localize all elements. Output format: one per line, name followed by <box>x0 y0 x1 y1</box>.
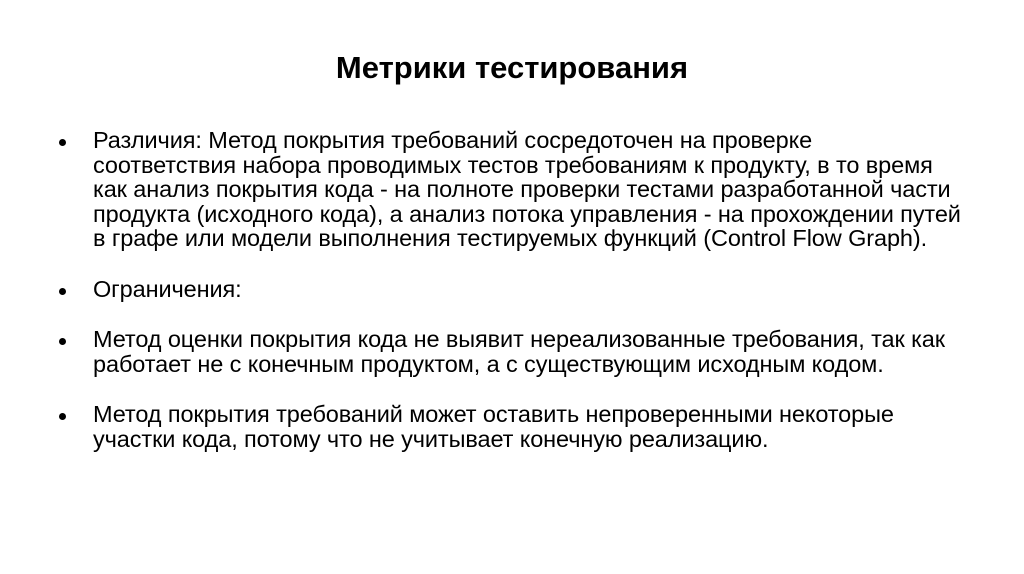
bullet-dot-icon <box>59 338 66 345</box>
bullet-limitations <box>56 277 961 302</box>
bullet-differences <box>56 128 961 251</box>
bullet-dot-icon <box>59 139 66 146</box>
bullet-text: Ограничения: <box>93 275 242 302</box>
bullet-code-coverage-limit <box>56 327 961 376</box>
slide-title: Метрики тестирования <box>335 50 689 85</box>
bullet-text: Метод оценки покрытия кода не выявит нереализованные требования, так как работает не с конечным продуктом, а с существующим исходным кодом. <box>93 326 945 377</box>
bullet-text: Метод покрытия требований может оставить непроверенными некоторые участки кода, потому что не учитывает конечную реализацию. <box>93 401 894 452</box>
bullet-list <box>56 128 961 451</box>
bullet-dot-icon <box>59 413 66 420</box>
bullet-requirements-coverage-limit <box>56 402 961 451</box>
bullet-text: Различия: Метод покрытия требований сосредоточен на проверке соответствия набора проводимых тестов требованиям к продукту, в то время как анализ покрытия кода - на полноте проверки тестами разработанной части продукта (исходного кода), а анализ потока управления - на прохождении путей в графе или модели выполнения тестируемых функций (Control Flow Graph). <box>93 127 961 251</box>
bullet-dot-icon <box>59 288 66 295</box>
